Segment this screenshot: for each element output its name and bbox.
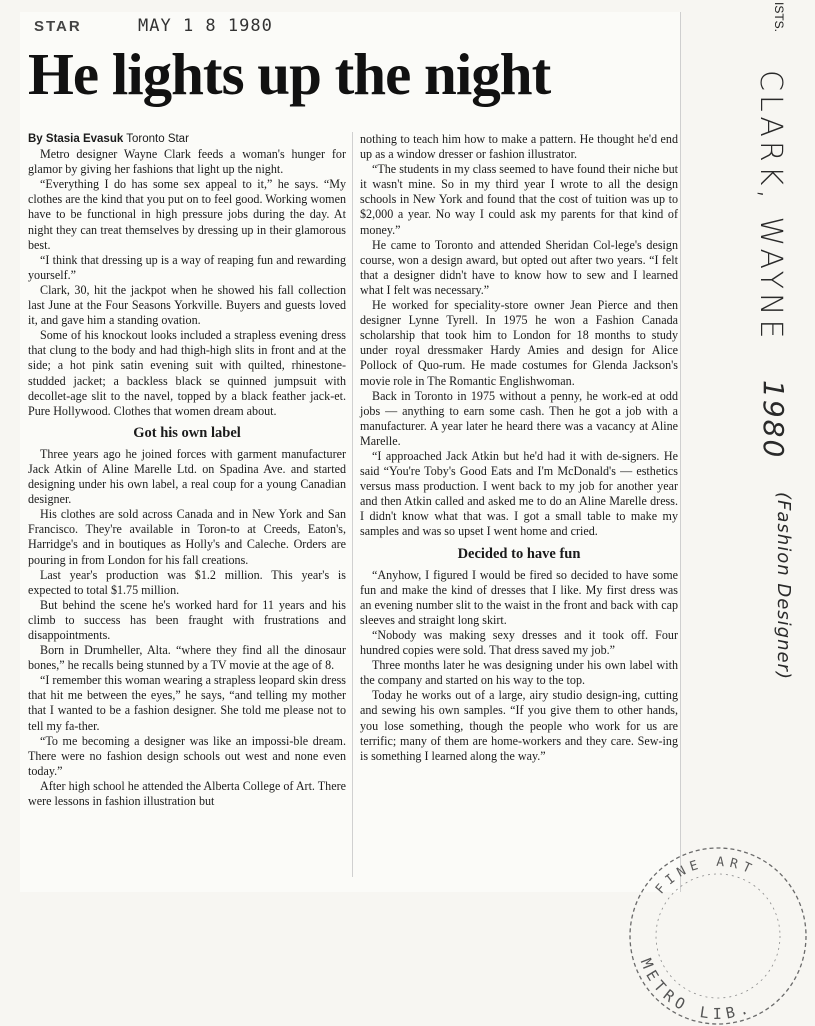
- paragraph: “Anyhow, I figured I would be fired so decided to have some fun and make the kind of dresses that I like. My first dress was an evening number slit to the waist in the front and back with cap sleeves and straight long skirt.: [360, 567, 678, 627]
- paragraph: After high school he attended the Alberta College of Art. There were lessons in fashion illustration but: [28, 778, 346, 809]
- byline-paper: Toronto Star: [126, 133, 189, 145]
- paragraph: Three months later he was designing under his own label with the company and started on his way to the top.: [360, 658, 678, 688]
- byline: [28, 132, 346, 147]
- date-stamp: MAY 1 8 1980: [138, 16, 273, 36]
- paragraph: Back in Toronto in 1975 without a penny, he work-ed at odd jobs — anything to earn some cash. Then he got a job with a manufacturer. A year later he heard there was a vacancy at Aline Marelle.: [360, 388, 678, 448]
- headline: He lights up the night: [28, 41, 551, 107]
- handwritten-year: 1980: [757, 380, 790, 460]
- paragraph: Today he works out of a large, airy studio design-ing, cutting and sewing his own samples. “If you give them to other hands, you lose something, though the people who work for us are terrific; many of them are home-workers and they care. Sew-ing is something I learned along the way.”: [360, 688, 678, 763]
- article-column-1: [28, 132, 346, 809]
- column-divider: [352, 132, 353, 877]
- paragraph: Some of his knockout looks included a strapless evening dress that clung to the body and had thigh-high slits in front and at the side; a hot pink satin evening suit with quilted, rhinestone-studded jacket; a backless black se quinned jumpsuit with decollet-age slit to the navel, topped by a black feather jack-et. Pure Hollywood. Clothes that women dream about.: [28, 328, 346, 418]
- paragraph: He came to Toronto and attended Sheridan Col-lege's design course, won a design award, but opted out after two years. “I felt that a designer didn't have to know how to sew and I learned what I felt was necessary.”: [360, 237, 678, 297]
- paragraph: “I remember this woman wearing a strapless leopard skin dress that hit me between the eyes,” he says, “and telling my mother that I wanted to be a fashion designer. She told me please not to tell my fa-ther.: [28, 673, 346, 733]
- paragraph: “The students in my class seemed to have found their niche but it wasn't mine. So in my third year I wrote to all the design schools in New York and found that the cost of tuition was up to $2,000 a year. No way I could ask my parents for that kind of money.”: [360, 162, 678, 237]
- edge-cut-text: ISTS.: [772, 2, 786, 33]
- handwritten-name: CLARK, WAYNE: [753, 70, 788, 343]
- paragraph: “Everything I do has some sex appeal to it,” he says. “My clothes are the kind that you put on to feel good. Working women have to be functional in high pressure jobs during the day. At night they can treat themselves by dressing up in their glamorous best.: [28, 177, 346, 252]
- paragraph: “To me becoming a designer was like an impossi-ble dream. There were no fashion design schools out west and none even today.”: [28, 733, 346, 778]
- stamp-ring-inner: [656, 874, 780, 998]
- stamp-top-text: FINE ART: [652, 854, 758, 898]
- paragraph: Three years ago he joined forces with garment manufacturer Jack Atkin of Aline Marelle Ltd. on Spadina Ave. and started designing under his own label, a real coup for a young Canadian designer.: [28, 446, 346, 507]
- paragraph: “I think that dressing up is a way of reaping fun and rewarding yourself.”: [28, 252, 346, 282]
- newspaper-clipping: [20, 12, 681, 892]
- paragraph: Metro designer Wayne Clark feeds a woman's hunger for glamor by giving her fashions that light up the night.: [28, 147, 346, 177]
- stamp-bottom-text: METRO LIB.: [636, 955, 756, 1023]
- handwritten-note: (Fashion Designer): [773, 492, 794, 680]
- paragraph: “Nobody was making sexy dresses and it took off. Four hundred copies were sold. That dress saved my job.”: [360, 628, 678, 658]
- paragraph: nothing to teach him how to make a pattern. He thought he'd end up as a window dresser or fashion illustrator.: [360, 132, 678, 162]
- subheading: Decided to have fun: [457, 545, 581, 562]
- paragraph: “I approached Jack Atkin but he'd had it with de-signers. He said “You're Toby's Good Eats and I'm McDonald's — esthetics versus mass production. I went back to my job for another year and then Atkin called and asked me to do an Aline Marelle dress. I didn't know what that was. I got a small table to make my samples and was so upset I went home and cried.: [360, 448, 678, 539]
- article-column-2: [360, 132, 678, 764]
- paragraph: Clark, 30, hit the jackpot when he showed his fall collection last June at the Four Seasons Yorkville. Buyers and guests loved it, and gave him a standing ovation.: [28, 282, 346, 328]
- subheading: Got his own label: [133, 424, 241, 441]
- masthead-logo: STAR: [34, 18, 82, 35]
- paragraph: He worked for speciality-store owner Jean Pierce and then designer Lynne Tyrell. In 1975 he won a Fashion Canada scholarship that took him to London for 18 months to study under royal dressmaker Hardy Amies and design for Alice Pollock of Quo-rum. He made costumes for Glenda Jackson's movie role in The Romantic Englishwoman.: [360, 298, 678, 388]
- paragraph: But behind the scene he's worked hard for 11 years and his climb to success has been fraught with frustrations and disappointments.: [28, 597, 346, 642]
- paragraph: Born in Drumheller, Alta. “where they find all the dinosaur bones,” he recalls being stunned by a TV movie at the age of 8.: [28, 643, 346, 673]
- library-stamp: [618, 836, 808, 1026]
- byline-author: By Stasia Evasuk: [28, 133, 124, 145]
- paragraph: Last year's production was $1.2 million. This year's is expected to total $1.75 million.: [28, 567, 346, 597]
- paragraph: His clothes are sold across Canada and in New York and San Francisco. They're available in Toron-to at Creeds, Eaton's, Harridge's and in boutiques as Holly's and Caleche. Orders are pouring in from London for his fall creations.: [28, 507, 346, 567]
